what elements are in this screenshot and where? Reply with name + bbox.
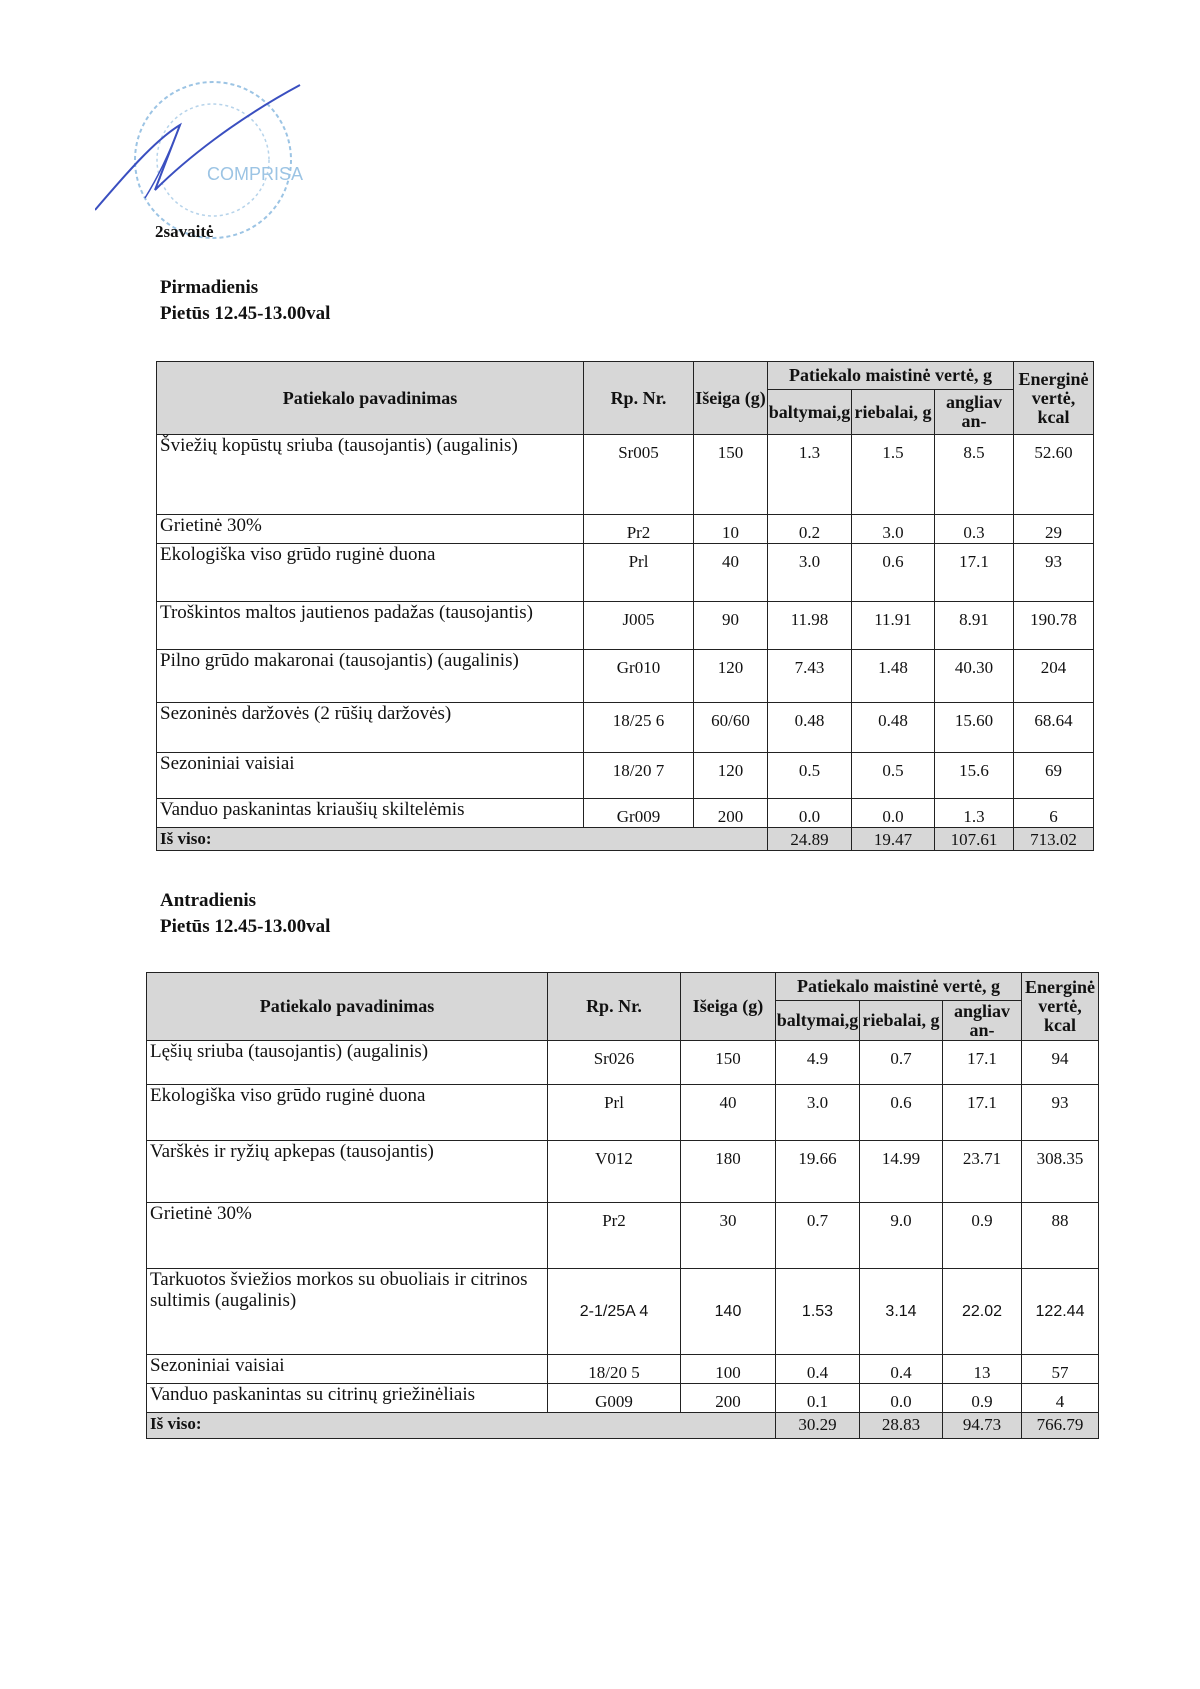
header-name: Patiekalo pavadinimas [157, 362, 584, 435]
carbs-value: 0.9 [943, 1203, 1022, 1269]
carbs-value: 15.6 [935, 753, 1014, 799]
table-row [157, 435, 1094, 515]
yield-value: 120 [694, 650, 768, 703]
carbs-value: 0.9 [943, 1384, 1022, 1413]
energy-value: 4 [1022, 1384, 1099, 1413]
header-rp: Rp. Nr. [584, 362, 694, 435]
fat-value: 0.0 [860, 1384, 943, 1413]
energy-value: 94 [1022, 1041, 1099, 1085]
recipe-number: Pr2 [584, 515, 694, 544]
yield-value: 40 [681, 1085, 776, 1141]
protein-value: 0.48 [768, 703, 852, 753]
yield-value: 60/60 [694, 703, 768, 753]
header-energy: Energinė vertė, kcal [1014, 362, 1094, 435]
dish-name: Troškintos maltos jautienos padažas (tausojantis) [157, 602, 584, 650]
energy-value: 6 [1014, 799, 1094, 828]
carbs-value: 8.5 [935, 435, 1014, 515]
recipe-number: Sr005 [584, 435, 694, 515]
yield-value: 200 [681, 1384, 776, 1413]
protein-value: 1.53 [776, 1269, 860, 1355]
carbs-value: 22.02 [943, 1269, 1022, 1355]
header-iseiga: Išeiga (g) [694, 362, 768, 435]
protein-value: 0.0 [768, 799, 852, 828]
dish-name: Vanduo paskanintas kriaušių skiltelėmis [157, 799, 584, 828]
carbs-value: 13 [943, 1355, 1022, 1384]
carbs-value: 15.60 [935, 703, 1014, 753]
monday-menu-table [156, 361, 1094, 851]
header-riebalai: riebalai, g [852, 390, 935, 435]
recipe-number: Prl [548, 1085, 681, 1141]
week-label: 2savaitė [155, 222, 214, 241]
protein-value: 3.0 [776, 1085, 860, 1141]
day-name: Antradienis [160, 890, 257, 911]
table-row [157, 753, 1094, 799]
dish-name: Varškės ir ryžių apkepas (tausojantis) [147, 1141, 548, 1203]
carbs-value: 17.1 [935, 544, 1014, 602]
table-row [157, 650, 1094, 703]
dish-name: Sezoninės daržovės (2 rūšių daržovės) [157, 703, 584, 753]
yield-value: 150 [694, 435, 768, 515]
fat-value: 0.6 [852, 544, 935, 602]
header-nutrition-group: Patiekalo maistinė vertė, g [776, 973, 1022, 1001]
dish-name: Vanduo paskanintas su citrinų griežinėliais [147, 1384, 548, 1413]
protein-value: 0.4 [776, 1355, 860, 1384]
recipe-number: 18/20 7 [584, 753, 694, 799]
energy-value: 93 [1022, 1085, 1099, 1141]
recipe-number: V012 [548, 1141, 681, 1203]
header-nutrition-group: Patiekalo maistinė vertė, g [768, 362, 1014, 390]
header-rp: Rp. Nr. [548, 973, 681, 1041]
energy-value: 122.44 [1022, 1269, 1099, 1355]
dish-name: Tarkuotos šviežios morkos su obuoliais ir citrinos sultimis (augalinis) [147, 1269, 548, 1355]
yield-value: 30 [681, 1203, 776, 1269]
recipe-number: J005 [584, 602, 694, 650]
table-row [157, 703, 1094, 753]
total-row [157, 828, 1094, 851]
table-row [157, 799, 1094, 828]
fat-value: 1.48 [852, 650, 935, 703]
energy-value: 308.35 [1022, 1141, 1099, 1203]
yield-value: 140 [681, 1269, 776, 1355]
recipe-number: 2-1/25A 4 [548, 1269, 681, 1355]
yield-value: 200 [694, 799, 768, 828]
recipe-number: Gr010 [584, 650, 694, 703]
carbs-value: 0.3 [935, 515, 1014, 544]
recipe-number: Pr2 [548, 1203, 681, 1269]
header-baltymai: baltymai,g [768, 390, 852, 435]
total-label: Iš viso: [157, 828, 768, 851]
protein-value: 19.66 [776, 1141, 860, 1203]
fat-value: 0.4 [860, 1355, 943, 1384]
fat-value: 1.5 [852, 435, 935, 515]
protein-value: 0.5 [768, 753, 852, 799]
carbs-value: 17.1 [943, 1085, 1022, 1141]
recipe-number: 18/25 6 [584, 703, 694, 753]
energy-value: 68.64 [1014, 703, 1094, 753]
fat-value: 9.0 [860, 1203, 943, 1269]
recipe-number: 18/20 5 [548, 1355, 681, 1384]
yield-value: 150 [681, 1041, 776, 1085]
table-row [157, 544, 1094, 602]
protein-value: 0.7 [776, 1203, 860, 1269]
day-name: Pirmadienis [160, 277, 259, 298]
header-riebalai: riebalai, g [860, 1001, 943, 1041]
protein-value: 0.1 [776, 1384, 860, 1413]
fat-value: 3.0 [852, 515, 935, 544]
total-carbs: 94.73 [943, 1413, 1022, 1439]
fat-value: 3.14 [860, 1269, 943, 1355]
dish-name: Lęšių sriuba (tausojantis) (augalinis) [147, 1041, 548, 1085]
table-row [147, 1041, 1099, 1085]
total-carbs: 107.61 [935, 828, 1014, 851]
header-baltymai: baltymai,g [776, 1001, 860, 1041]
table-row [147, 1384, 1099, 1413]
fat-value: 0.5 [852, 753, 935, 799]
yield-value: 180 [681, 1141, 776, 1203]
carbs-value: 1.3 [935, 799, 1014, 828]
carbs-value: 23.71 [943, 1141, 1022, 1203]
energy-value: 52.60 [1014, 435, 1094, 515]
fat-value: 11.91 [852, 602, 935, 650]
total-label: Iš viso: [147, 1413, 776, 1439]
dish-name: Šviežių kopūstų sriuba (tausojantis) (augalinis) [157, 435, 584, 515]
total-energy: 713.02 [1014, 828, 1094, 851]
dish-name: Grietinė 30% [147, 1203, 548, 1269]
header-angliav: angliav an- [943, 1001, 1022, 1041]
energy-value: 88 [1022, 1203, 1099, 1269]
carbs-value: 17.1 [943, 1041, 1022, 1085]
energy-value: 69 [1014, 753, 1094, 799]
protein-value: 3.0 [768, 544, 852, 602]
total-fat: 19.47 [852, 828, 935, 851]
fat-value: 0.6 [860, 1085, 943, 1141]
recipe-number: Gr009 [584, 799, 694, 828]
header-iseiga: Išeiga (g) [681, 973, 776, 1041]
total-fat: 28.83 [860, 1413, 943, 1439]
yield-value: 10 [694, 515, 768, 544]
dish-name: Pilno grūdo makaronai (tausojantis) (augalinis) [157, 650, 584, 703]
table-row [147, 1269, 1099, 1355]
dish-name: Sezoniniai vaisiai [157, 753, 584, 799]
yield-value: 120 [694, 753, 768, 799]
recipe-number: Sr026 [548, 1041, 681, 1085]
energy-value: 29 [1014, 515, 1094, 544]
yield-value: 40 [694, 544, 768, 602]
protein-value: 4.9 [776, 1041, 860, 1085]
dish-name: Grietinė 30% [157, 515, 584, 544]
energy-value: 93 [1014, 544, 1094, 602]
protein-value: 0.2 [768, 515, 852, 544]
table-row [147, 1203, 1099, 1269]
energy-value: 204 [1014, 650, 1094, 703]
energy-value: 190.78 [1014, 602, 1094, 650]
fat-value: 14.99 [860, 1141, 943, 1203]
protein-value: 1.3 [768, 435, 852, 515]
header-energy: Energinė vertė, kcal [1022, 973, 1099, 1041]
monday-heading [160, 275, 330, 327]
svg-text:COMPRISA: COMPRISA [206, 164, 304, 184]
total-protein: 30.29 [776, 1413, 860, 1439]
tuesday-menu-table [146, 972, 1099, 1439]
protein-value: 7.43 [768, 650, 852, 703]
total-energy: 766.79 [1022, 1413, 1099, 1439]
energy-value: 57 [1022, 1355, 1099, 1384]
carbs-value: 40.30 [935, 650, 1014, 703]
table-row [157, 515, 1094, 544]
carbs-value: 8.91 [935, 602, 1014, 650]
lunch-time: Pietūs 12.45-13.00val [160, 916, 331, 937]
total-protein: 24.89 [768, 828, 852, 851]
total-row [147, 1413, 1099, 1439]
tuesday-heading [160, 888, 330, 940]
lunch-time: Pietūs 12.45-13.00val [160, 303, 331, 324]
recipe-number: G009 [548, 1384, 681, 1413]
fat-value: 0.48 [852, 703, 935, 753]
yield-value: 90 [694, 602, 768, 650]
dish-name: Ekologiška viso grūdo ruginė duona [157, 544, 584, 602]
header-name: Patiekalo pavadinimas [147, 973, 548, 1041]
table-row [147, 1141, 1099, 1203]
dish-name: Ekologiška viso grūdo ruginė duona [147, 1085, 548, 1141]
fat-value: 0.7 [860, 1041, 943, 1085]
table-row [147, 1085, 1099, 1141]
header-angliav: angliav an- [935, 390, 1014, 435]
table-row [157, 602, 1094, 650]
yield-value: 100 [681, 1355, 776, 1384]
dish-name: Sezoniniai vaisiai [147, 1355, 548, 1384]
protein-value: 11.98 [768, 602, 852, 650]
recipe-number: Prl [584, 544, 694, 602]
fat-value: 0.0 [852, 799, 935, 828]
table-row [147, 1355, 1099, 1384]
